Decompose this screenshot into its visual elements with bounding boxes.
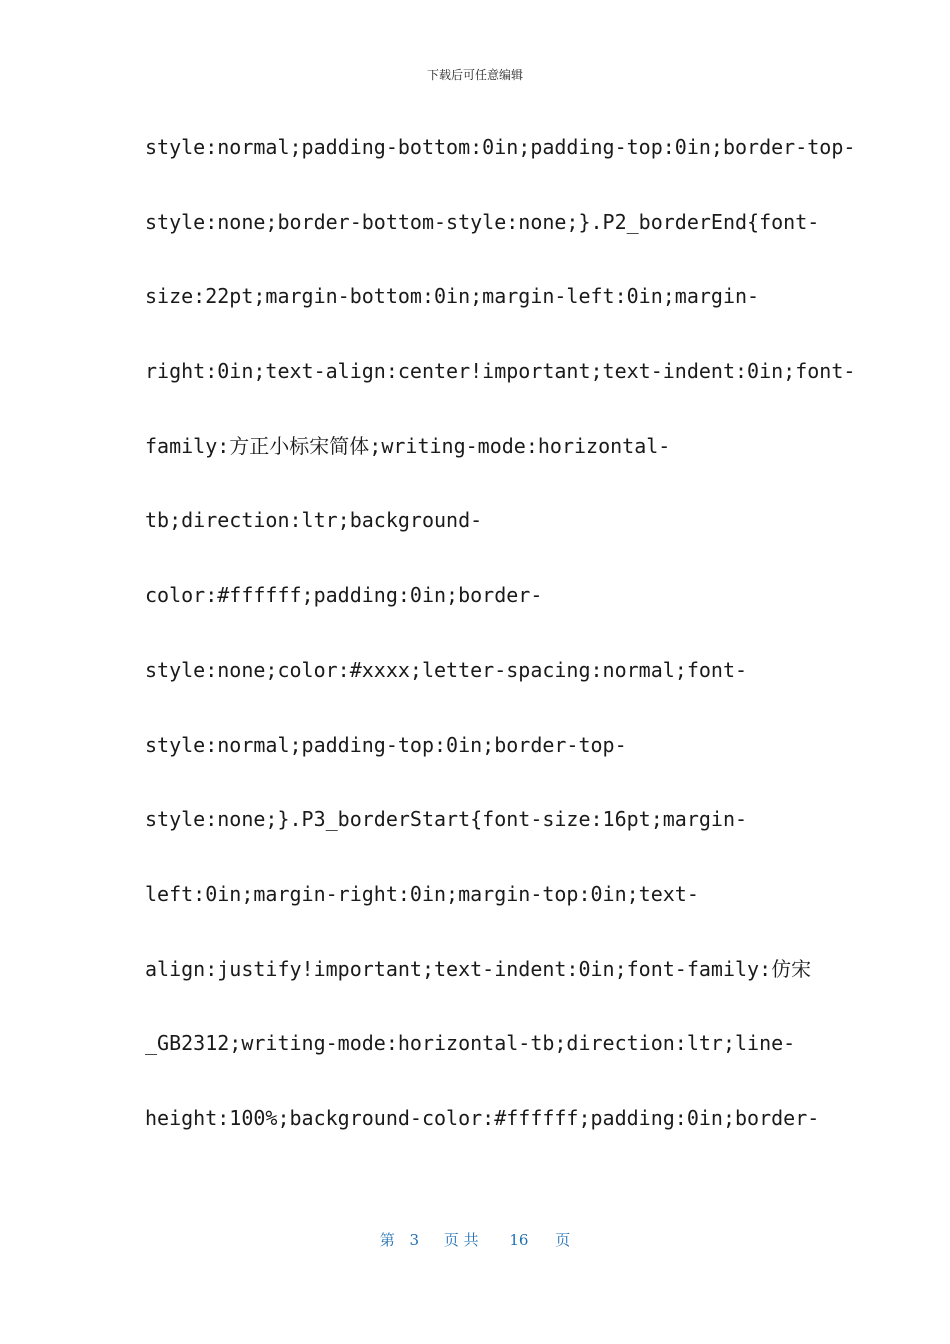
body-line: tb;direction:ltr;background- [145, 508, 483, 533]
body-line: _GB2312;writing-mode:horizontal-tb;direction:ltr;line- [145, 1031, 796, 1056]
body-line: family:方正小标宋简体;writing-mode:horizontal- [145, 433, 671, 458]
body-line: style:normal;padding-top:0in;border-top- [145, 732, 627, 757]
body-line: style:none;border-bottom-style:none;}.P2_borderEnd{font- [145, 209, 820, 234]
total-pages-number: 16 [509, 1231, 529, 1249]
body-line: size:22pt;margin-bottom:0in;margin-left:0in;margin- [145, 284, 760, 309]
current-page-number: 3 [409, 1231, 420, 1249]
body-line: right:0in;text-align:center!important;text-indent:0in;font- [145, 359, 856, 384]
page-header: 下载后可任意编辑 [426, 68, 523, 82]
page-footer [0, 1229, 950, 1250]
body-line: style:none;color:#xxxx;letter-spacing:normal;font- [145, 657, 748, 682]
body-line: style:none;}.P3_borderStart{font-size:16pt;margin- [145, 807, 748, 832]
body-line: align:justify!important;text-indent:0in;font-family:仿宋 [145, 956, 812, 981]
footer-middle: 页 共 [443, 1231, 479, 1249]
footer-suffix: 页 [555, 1231, 571, 1249]
body-line: left:0in;margin-right:0in;margin-top:0in;text- [145, 881, 699, 906]
body-line: color:#ffffff;padding:0in;border- [145, 583, 543, 608]
body-line: style:normal;padding-bottom:0in;padding-top:0in;border-top- [145, 135, 856, 159]
footer-prefix: 第 [379, 1231, 395, 1249]
body-line: height:100%;background-color:#ffffff;padding:0in;border- [145, 1105, 820, 1130]
document-body [145, 128, 856, 1174]
